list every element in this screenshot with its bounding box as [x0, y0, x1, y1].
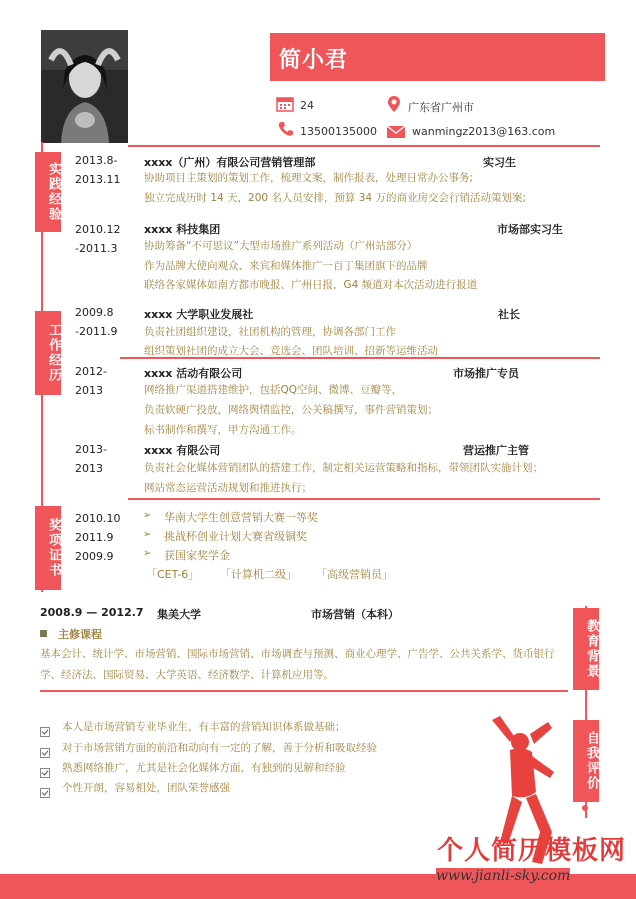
- timeline-end-dot: [582, 805, 588, 811]
- practice-divider: [120, 357, 600, 359]
- practice-3-line-1: 负责社团组织建设，社团机构的管理，协调各部门工作: [144, 326, 396, 338]
- practice-2-line-2: 作为品牌大使向观众、来宾和媒体推广一百丁集团旗下的品牌: [144, 260, 428, 272]
- profile-photo: [41, 30, 128, 143]
- practice-3-role: 社长: [498, 308, 520, 321]
- work-2-date-end: 2013: [75, 462, 103, 475]
- section-tab-awards: 奖项证书: [35, 506, 61, 590]
- award-3: 获国家奖学金: [164, 549, 230, 562]
- section-tab-practice: 实践经验: [35, 152, 61, 232]
- work-2-line-1: 负责社会化媒体营销团队的搭建工作，制定相关运营策略和指标，带领团队实施计划；: [144, 462, 543, 474]
- work-2-date-start: 2013-: [75, 443, 107, 456]
- self-eval-2: 对于市场营销方面的前沿和动向有一定的了解，善于分析和吸取经验: [62, 742, 377, 754]
- edu-school: 集美大学: [157, 608, 201, 621]
- cert-1: 「CET-6」: [146, 568, 200, 581]
- age-text: 24: [300, 99, 314, 112]
- arrow-bullet-icon: ➢: [143, 548, 152, 559]
- arrow-bullet-icon: ➢: [143, 529, 152, 540]
- checkbox-icon: [40, 763, 50, 782]
- work-1-line-2: 负责软硬广投放，网络舆情监控，公关稿撰写，事件营销策划；: [144, 404, 438, 416]
- self-eval-4: 个性开朗，容易相处，团队荣誉感强: [62, 782, 230, 794]
- phone-icon: [277, 120, 295, 136]
- practice-1-line-2: 独立完成历时 14 天，200 名人员安排，预算 34 万的商业房交会行销活动策划案;: [144, 192, 526, 204]
- square-bullet-icon: [40, 630, 47, 637]
- candidate-name: 简小君: [279, 48, 349, 73]
- practice-3-line-2: 组织策划社团的成立大会、竞选会、团队培训、招新等运维活动: [144, 345, 438, 357]
- location-text: 广东省广州市: [408, 101, 474, 114]
- checkbox-icon: [40, 743, 50, 762]
- practice-1-role: 实习生: [483, 156, 516, 169]
- work-2-role: 营运推广主管: [463, 444, 529, 457]
- self-eval-1: 本人是市场营销专业毕业生，有丰富的营销知识体系做基础；: [62, 721, 346, 733]
- edu-period: 2008.9 — 2012.7: [40, 606, 144, 619]
- practice-1-company: xxxx（广州）有限公司营销管理部: [144, 156, 316, 169]
- award-date-2: 2011.9: [75, 531, 114, 544]
- work-1-line-3: 标书制作和撰写，甲方沟通工作。: [144, 424, 302, 436]
- phone-text: 13500135000: [300, 125, 377, 138]
- calendar-icon: [276, 96, 294, 112]
- arrow-bullet-icon: ➢: [143, 510, 152, 521]
- practice-3-date-start: 2009.8: [75, 306, 114, 319]
- checkbox-icon: [40, 722, 50, 741]
- courses-list: 基本会计、统计学、市场营销、国际市场营销、市场调查与预测、商业心理学、广告学、公共关系学、货币银行学、经济法、国际贸易、大学英语、经济数学、计算机应用等。: [40, 648, 555, 681]
- practice-2-line-3: 联络各家媒体如南方都市晚报、广州日报，G4 频道对本次活动进行报道: [144, 279, 478, 291]
- courses-title: 主修课程: [58, 628, 102, 641]
- practice-2-role: 市场部实习生: [497, 223, 563, 236]
- award-2: 挑战杯创业计划大赛省级铜奖: [164, 530, 307, 543]
- section-tab-education: 教育背景: [573, 608, 599, 690]
- practice-2-date-end: -2011.3: [75, 242, 118, 255]
- cert-3: 「高级营销员」: [316, 568, 393, 581]
- practice-1-date-end: 2013.11: [75, 173, 121, 186]
- watermark-title: 个人简历模板网: [437, 836, 627, 866]
- practice-2-date-start: 2010.12: [75, 223, 121, 236]
- cert-2: 「计算机二级」: [220, 568, 297, 581]
- practice-1-line-1: 协助项目主策划的策划工作，梳理文案，制作报表，处理日常办公事务;: [144, 172, 474, 184]
- education-divider: [40, 690, 568, 692]
- practice-3-company: xxxx 大学职业发展社: [144, 308, 254, 321]
- email-text: wanmingz2013@163.com: [412, 125, 556, 138]
- award-date-1: 2010.10: [75, 512, 121, 525]
- award-1: 华南大学生创意营销大赛一等奖: [164, 511, 318, 524]
- header-divider: [128, 145, 600, 147]
- work-1-date-end: 2013: [75, 384, 103, 397]
- practice-1-date-start: 2013.8-: [75, 154, 118, 167]
- work-1-role: 市场推广专员: [453, 367, 519, 380]
- practice-2-company: xxxx 科技集团: [144, 223, 221, 236]
- location-pin-icon: [385, 95, 403, 111]
- section-tab-self-eval: 自我评价: [573, 720, 599, 802]
- practice-3-date-end: -2011.9: [75, 325, 118, 338]
- practice-2-line-1: 协助筹备“不可思议”大型市场推广系列活动（广州站部分）: [144, 240, 418, 252]
- work-1-line-1: 网络推广渠道搭建维护，包括QQ空间、微博、豆瓣等，: [144, 384, 403, 396]
- work-2-company: xxxx 有限公司: [144, 444, 221, 457]
- watermark-url: www.jianli-sky.com: [436, 868, 571, 884]
- edu-major: 市场营销（本科）: [311, 608, 399, 621]
- email-icon: [386, 124, 404, 140]
- section-tab-work: 工作经历: [35, 311, 61, 395]
- work-1-date-start: 2012-: [75, 365, 107, 378]
- checkbox-icon: [40, 783, 50, 802]
- self-eval-3: 熟悉网络推广，尤其是社会化媒体方面，有独到的见解和经验: [62, 762, 346, 774]
- award-date-3: 2009.9: [75, 550, 114, 563]
- work-1-company: xxxx 活动有限公司: [144, 367, 243, 380]
- work-2-line-2: 网站常态运营活动规划和推进执行；: [144, 482, 312, 494]
- work-divider: [128, 498, 600, 500]
